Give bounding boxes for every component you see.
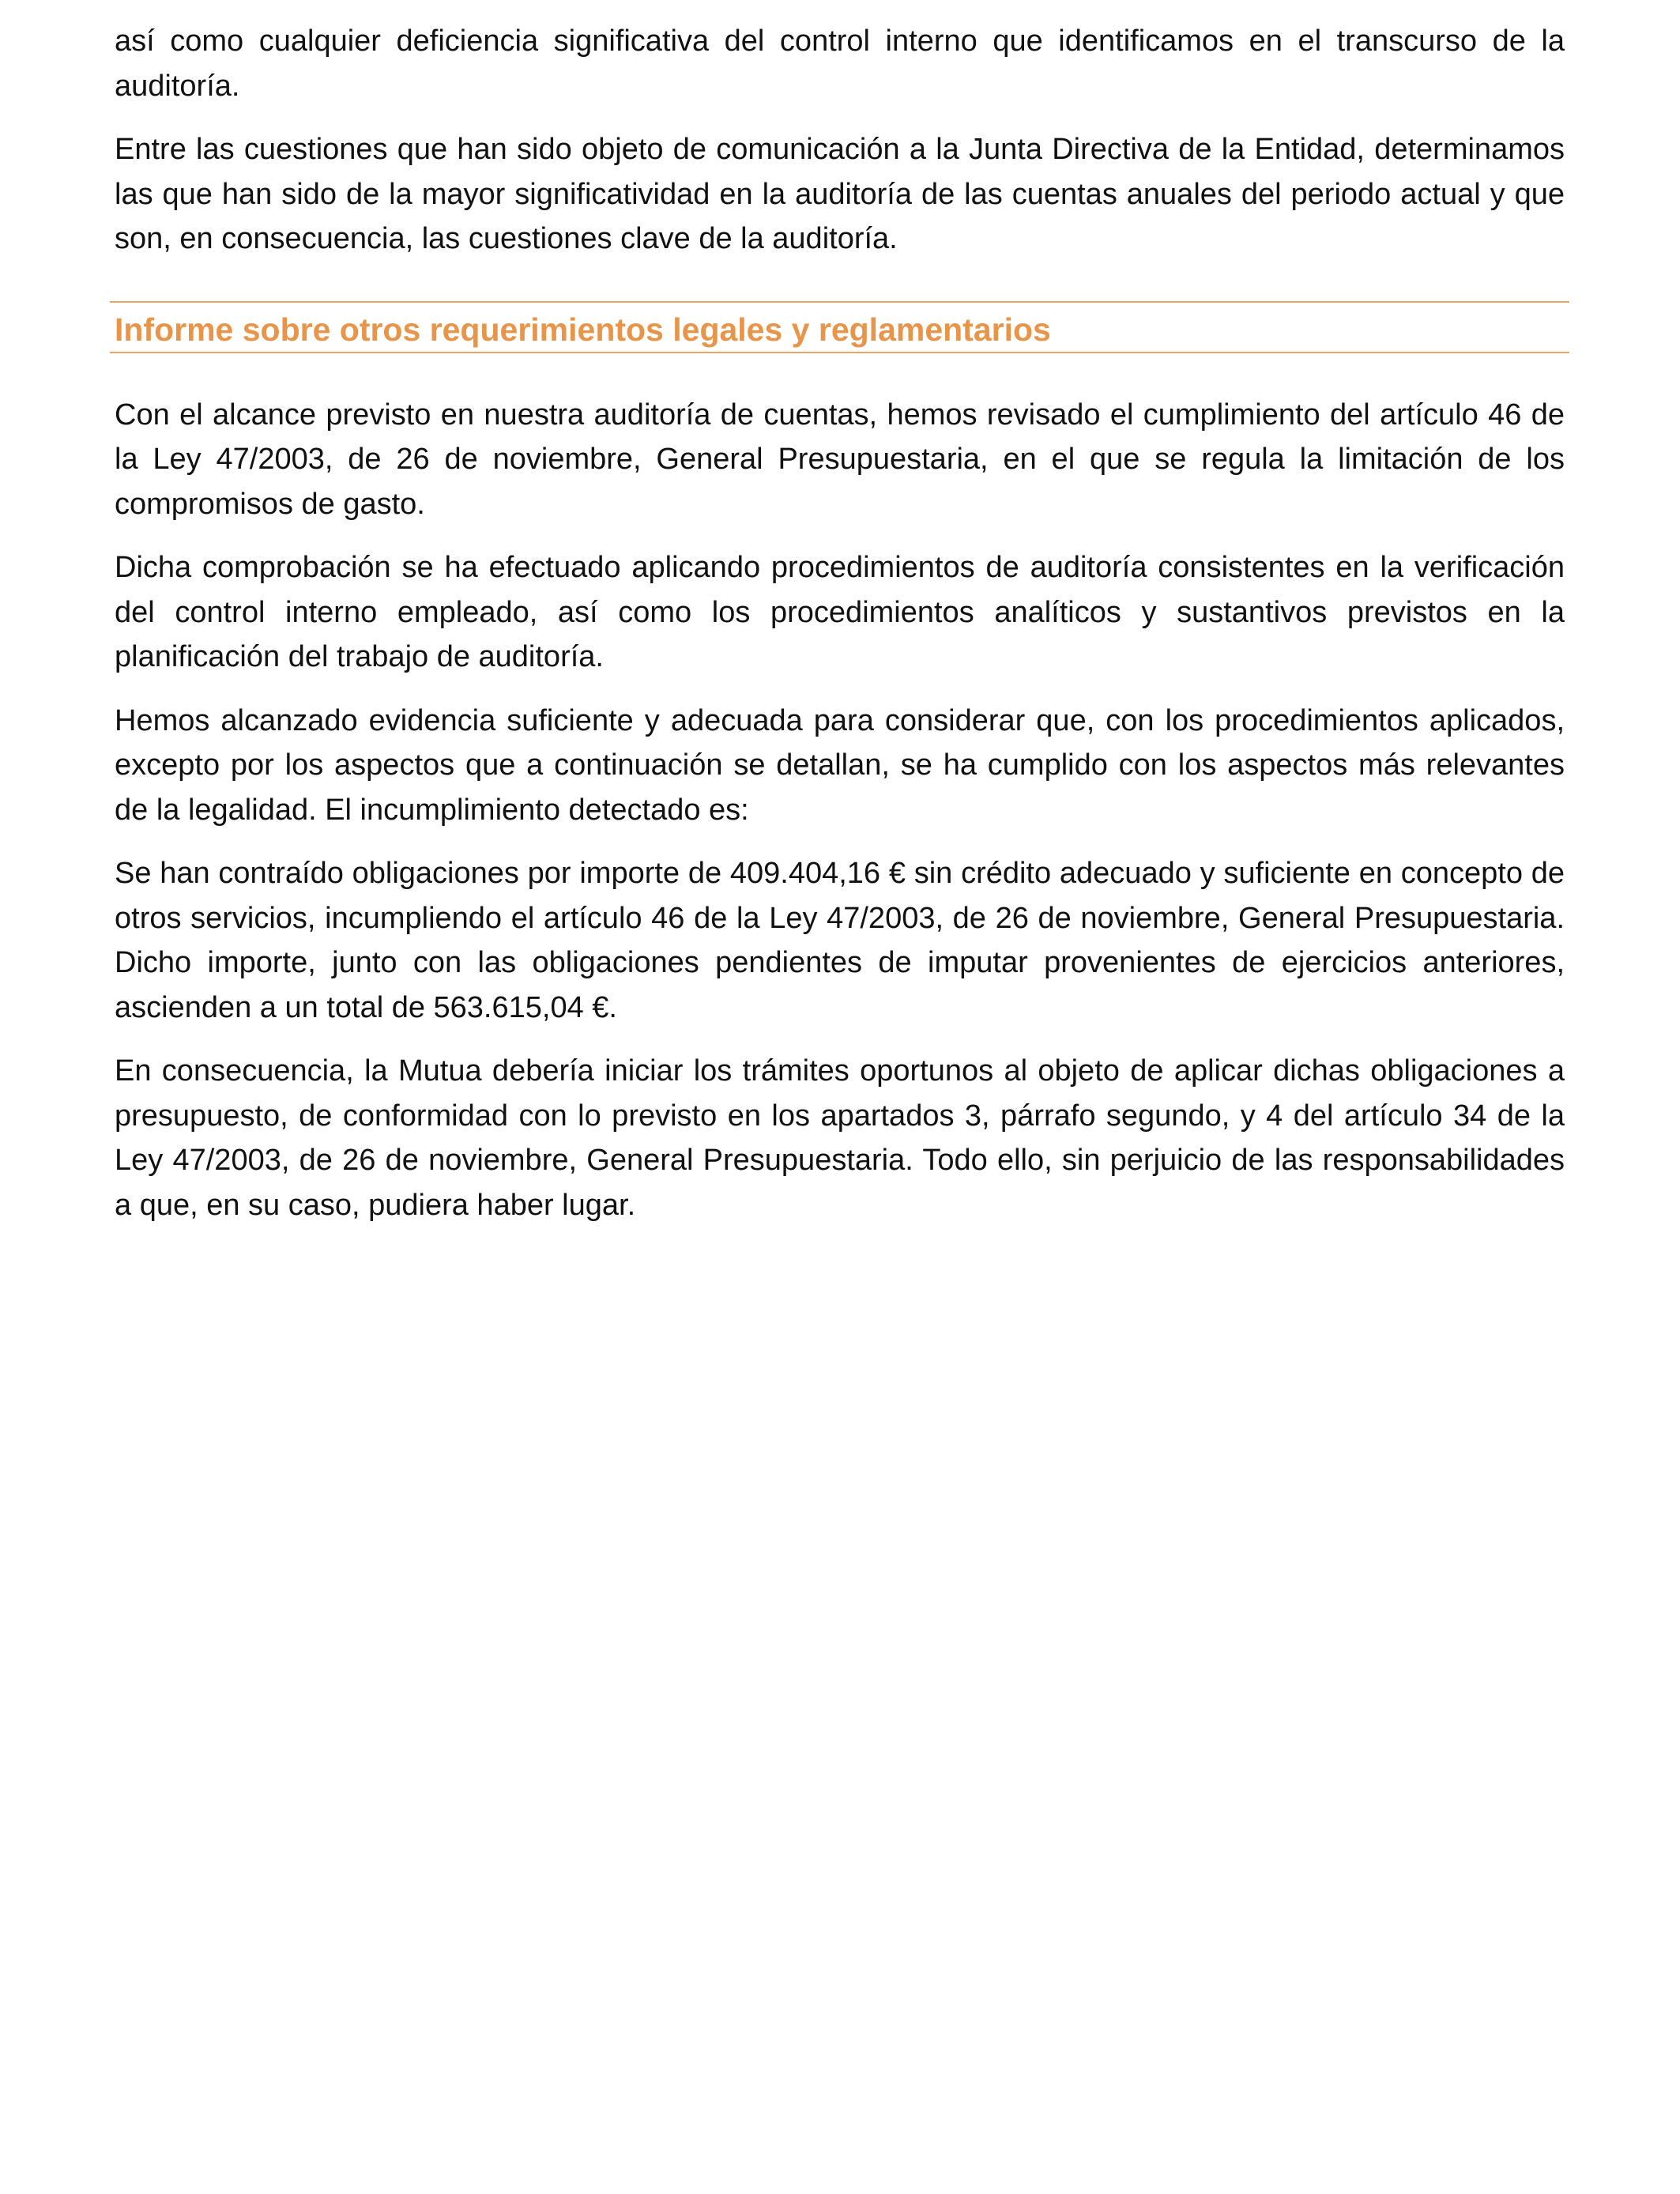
section-heading: Informe sobre otros requerimientos legales y reglamentarios [115,311,1051,348]
body-paragraph: Se han contraído obligaciones por importe de 409.404,16 € sin crédito adecuado y suficiente en concepto de otros servicios, incumpliendo el artículo 46 de la Ley 47/2003, de 26 de noviembre, General Presupuestaria. Dicho importe, junto con las obligaciones pendientes de imputar provenientes de ejercicios anteriores, ascienden a un total de 563.615,04 €. [115,857,1565,1024]
body-paragraph: Dicha comprobación se ha efectuado aplicando procedimientos de auditoría consistentes en la verificación del control interno empleado, así como los procedimientos analíticos y sustantivos previstos en la planificación del trabajo de auditoría. [115,551,1565,673]
document-body [115,19,1565,1246]
body-paragraph: Entre las cuestiones que han sido objeto de comunicación a la Junta Directiva de la Entidad, determinamos las que han sido de la mayor significatividad en la auditoría de las cuentas anuales del periodo actual y que son, en consecuencia, las cuestiones clave de la auditoría. [115,133,1565,255]
body-paragraph: Con el alcance previsto en nuestra auditoría de cuentas, hemos revisado el cumplimiento del artículo 46 de la Ley 47/2003, de 26 de noviembre, General Presupuestaria, en el que se regula la limitación de los compromisos de gasto. [115,398,1565,521]
body-paragraph: así como cualquier deficiencia significativa del control interno que identificamos en el transcurso de la auditoría. [115,25,1565,103]
section-heading-box [110,301,1569,353]
body-paragraph: En consecuencia, la Mutua debería iniciar los trámites oportunos al objeto de aplicar dichas obligaciones a presupuesto, de conformidad con lo previsto en los apartados 3, párrafo segundo, y 4 del artículo 34 de la Ley 47/2003, de 26 de noviembre, General Presupuestaria. Todo ello, sin perjuicio de las responsabilidades a que, en su caso, pudiera haber lugar. [115,1054,1565,1222]
body-paragraph: Hemos alcanzado evidencia suficiente y adecuada para considerar que, con los procedimientos aplicados, excepto por los aspectos que a continuación se detallan, se ha cumplido con los aspectos más relevantes de la legalidad. El incumplimiento detectado es: [115,703,1565,827]
